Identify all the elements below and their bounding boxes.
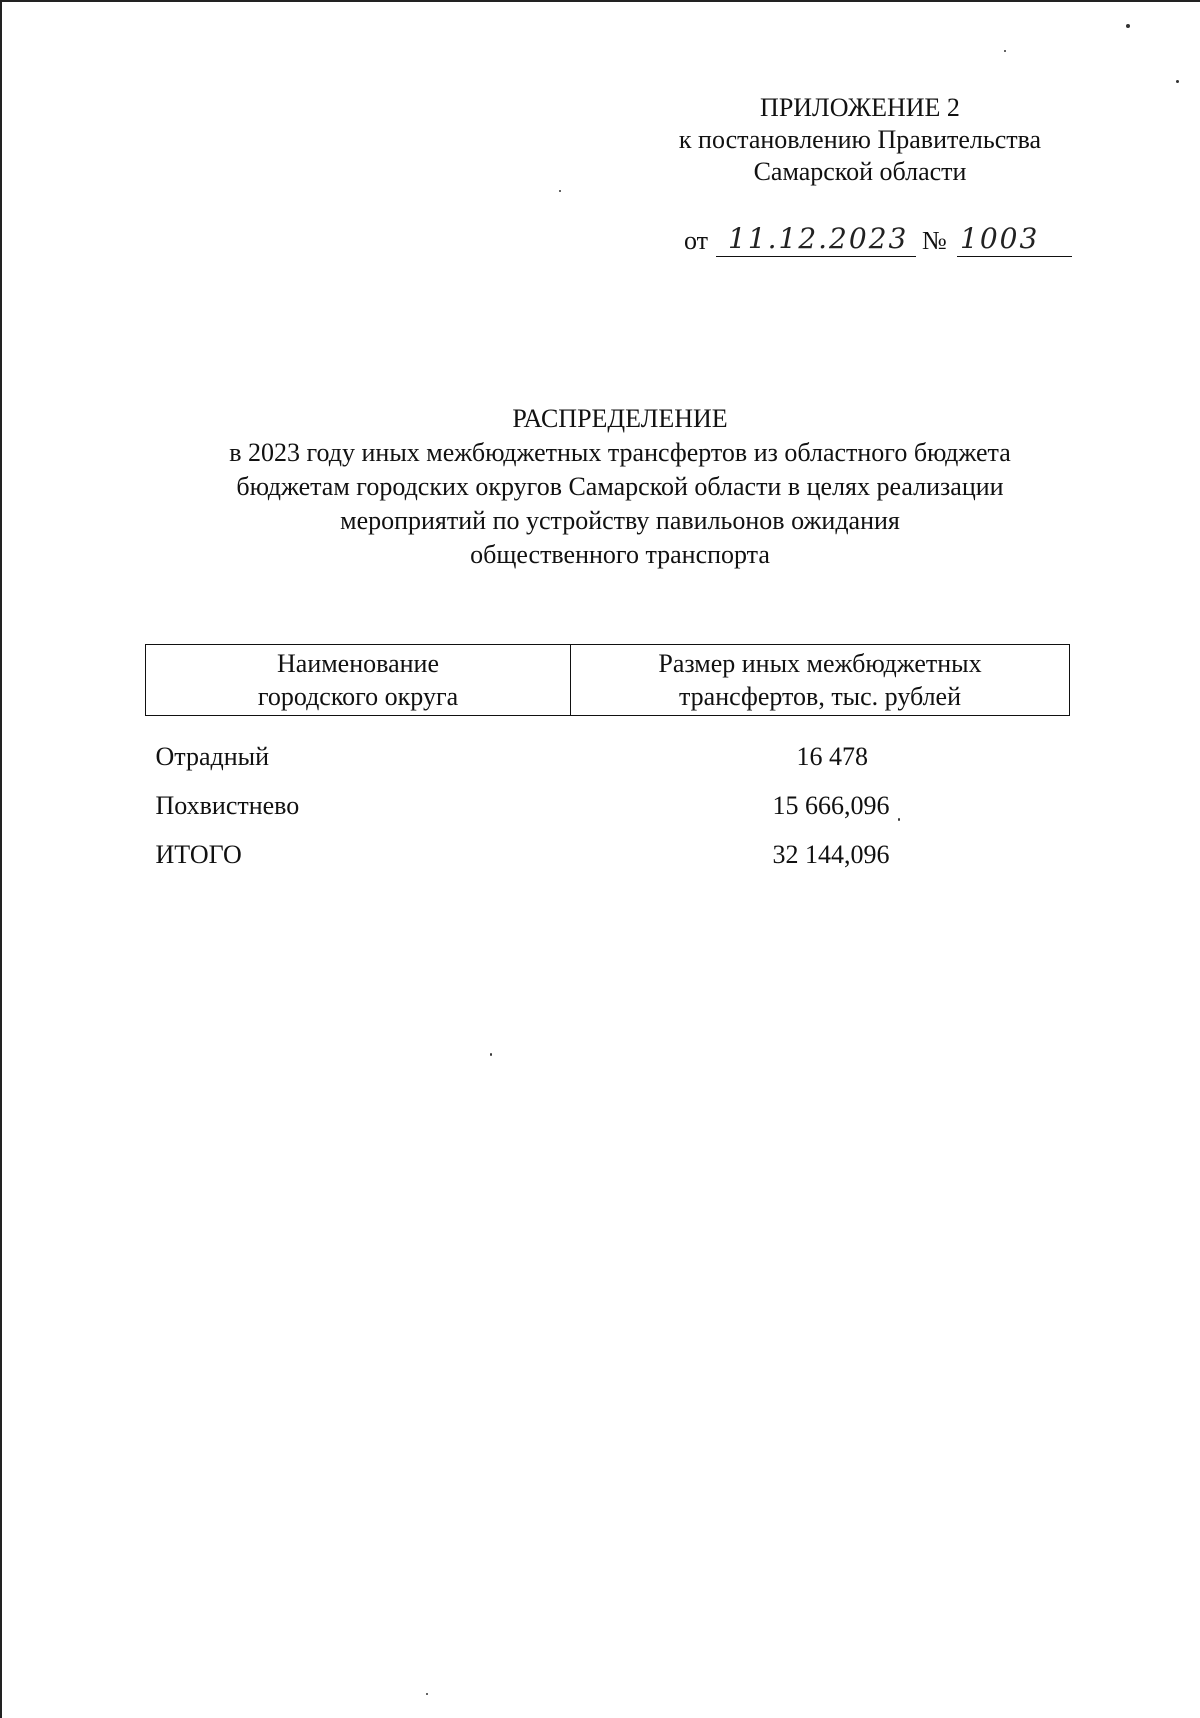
title-heading: РАСПРЕДЕЛЕНИЕ xyxy=(512,404,728,433)
scan-speck xyxy=(1004,50,1006,52)
distribution-table xyxy=(145,644,1070,870)
number-label: № xyxy=(922,226,947,255)
title-line-4: общественного транспорта xyxy=(470,540,770,569)
scan-border-top xyxy=(0,0,1200,2)
table-header-row xyxy=(146,645,1070,716)
scan-border-left xyxy=(0,0,2,1718)
date-underline xyxy=(716,256,916,257)
scan-speck xyxy=(1126,24,1130,28)
district-name: Отрадный xyxy=(155,742,270,771)
document-reference xyxy=(684,222,1074,258)
column-header-amount-line1: Размер иных межбюджетных xyxy=(658,649,982,678)
table-row xyxy=(146,772,1070,821)
handwritten-number: 1003 xyxy=(960,222,1040,255)
annex-block xyxy=(640,92,1080,188)
transfer-amount-value: 15 666,096 xyxy=(772,791,890,820)
from-label: от xyxy=(684,226,709,255)
column-header-district-line2: городского округа xyxy=(257,682,459,711)
annex-title: ПРИЛОЖЕНИЕ 2 xyxy=(760,93,960,122)
title-line-1: в 2023 году иных межбюджетных трансфертов из областного бюджета xyxy=(229,438,1011,467)
column-header-district-line1: Наименование xyxy=(277,649,439,678)
number-underline xyxy=(957,256,1072,257)
table-row-total xyxy=(146,821,1070,870)
total-amount xyxy=(571,821,1070,870)
column-header-amount-line2: трансфертов, тыс. рублей xyxy=(678,682,962,711)
annex-region-line: Самарской области xyxy=(753,157,967,186)
table-row xyxy=(146,716,1070,773)
title-line-2: бюджетам городских округов Самарской области в целях реализации xyxy=(236,472,1004,501)
scan-speck xyxy=(898,818,900,821)
scan-speck xyxy=(490,1053,492,1056)
total-amount-value: 32 144,096 xyxy=(772,840,890,869)
column-header-district xyxy=(146,645,571,716)
scan-speck xyxy=(426,1693,428,1695)
handwritten-date: 11.12.2023 xyxy=(728,222,909,255)
transfer-amount xyxy=(571,772,1070,821)
transfer-amount xyxy=(571,716,1070,773)
column-header-amount xyxy=(571,645,1070,716)
total-label: ИТОГО xyxy=(155,840,242,869)
transfer-amount-value: 16 478 xyxy=(796,742,868,771)
scan-speck xyxy=(559,190,561,192)
annex-resolution-line: к постановлению Правительства xyxy=(678,125,1042,154)
district-name: Похвистнево xyxy=(155,791,300,820)
document-title xyxy=(130,402,1110,572)
title-line-3: мероприятий по устройству павильонов ожидания xyxy=(340,506,900,535)
scan-speck xyxy=(1176,80,1179,83)
